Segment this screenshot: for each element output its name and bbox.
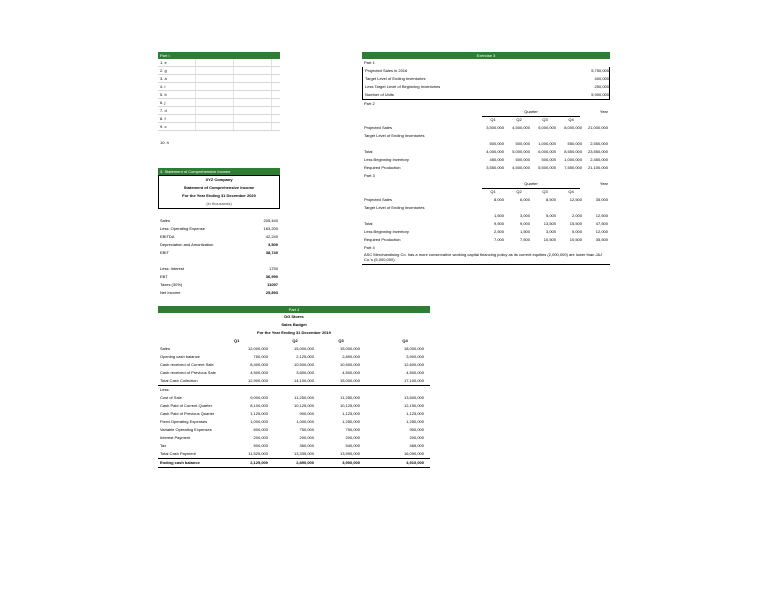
row-label[interactable]: Interest Payment <box>160 435 191 440</box>
quarter-header[interactable]: Q4 <box>568 189 574 194</box>
row-value[interactable]: 7,550,000 <box>564 165 582 170</box>
budget-row[interactable] <box>158 353 430 361</box>
row-label[interactable]: Total <box>364 149 373 154</box>
budget-ending-cash[interactable] <box>158 459 430 468</box>
part1-answer-text[interactable]: 6. j <box>160 100 166 105</box>
exercise-row[interactable] <box>362 164 610 172</box>
row-label[interactable]: Net Income <box>160 290 181 295</box>
income-row[interactable] <box>158 273 280 281</box>
budget-period: For the Year Ending 31 December 2019 <box>257 330 331 335</box>
row-label[interactable]: Projected Sales in 2016 <box>365 68 408 73</box>
row-value[interactable]: 5,000,000 <box>512 149 530 154</box>
row-value[interactable]: 13,990,000 <box>339 451 360 456</box>
row-value[interactable]: 1,125,000 <box>406 411 424 416</box>
row-value[interactable]: 900,000 <box>409 427 424 432</box>
row-value[interactable]: 200,000 <box>345 435 360 440</box>
row-value[interactable]: 3,900,000 <box>406 354 424 359</box>
row-value[interactable]: 2,450,000 <box>590 157 608 162</box>
budget-company: DG Stores <box>284 314 304 319</box>
quarter-header[interactable]: Q1 <box>490 189 496 194</box>
row-value[interactable]: 42,240 <box>265 234 278 239</box>
budget-row[interactable] <box>158 394 430 402</box>
income-row[interactable] <box>158 249 280 257</box>
row-value[interactable]: 500,000 <box>253 443 268 448</box>
part1-block <box>158 52 280 147</box>
row-value[interactable]: 750,000 <box>345 427 360 432</box>
budget-row[interactable] <box>158 442 430 450</box>
exercise-row[interactable] <box>362 220 610 228</box>
row-label[interactable]: Total <box>364 221 373 226</box>
row-label[interactable]: Sales <box>160 218 171 223</box>
row-value[interactable]: 4,500,000 <box>512 125 530 130</box>
row-label[interactable]: Target Level of Ending Inventories <box>365 76 426 81</box>
part1-answer[interactable] <box>158 99 280 107</box>
part1-answer[interactable] <box>158 59 280 67</box>
exercise-part1-row[interactable] <box>363 83 609 91</box>
row-label[interactable]: Target Level of Ending Inventories <box>364 133 425 138</box>
row-value[interactable]: 1750 <box>269 266 278 271</box>
budget-less-label: Less: <box>160 387 170 392</box>
row-label[interactable]: Cash received of Current Sale <box>160 362 214 367</box>
budget-title: Sales Budget <box>281 322 307 327</box>
exercise3-header: Exercise 3 <box>362 52 610 59</box>
row-value[interactable]: 250,000 <box>594 84 609 89</box>
row-value[interactable]: 8,500 <box>545 197 556 202</box>
part2-quarter-header: Quarter Year <box>362 108 610 116</box>
row-value[interactable]: 5,500,000 <box>538 165 556 170</box>
row-value[interactable]: 4,500,000 <box>406 370 424 375</box>
row-value[interactable]: 163,200 <box>263 226 278 231</box>
row-value[interactable]: 23,550,000 <box>587 149 608 154</box>
row-value[interactable]: 205,440 <box>263 218 278 223</box>
row-value[interactable]: 10,500 <box>569 237 582 242</box>
part1-answer-text[interactable]: 2. g <box>160 68 167 73</box>
row-value[interactable]: 1,125,000 <box>250 411 268 416</box>
row-value[interactable]: 5,000 <box>545 213 556 218</box>
part3-quarter-header: Quarter Year <box>362 180 610 188</box>
row-value[interactable]: 200,000 <box>409 435 424 440</box>
part1-answer[interactable] <box>158 67 280 75</box>
row-value[interactable]: 47,500 <box>595 221 608 226</box>
row-value[interactable]: 750,000 <box>299 427 314 432</box>
row-value[interactable]: 7,000 <box>493 237 504 242</box>
row-label[interactable]: Less: Interest <box>160 266 185 271</box>
row-value[interactable]: 4,500,000 <box>512 165 530 170</box>
row-label[interactable]: Sales <box>160 346 171 351</box>
row-value[interactable]: 13,335,000 <box>293 451 314 456</box>
exercise-row[interactable] <box>362 156 610 164</box>
row-value[interactable]: 10,500,000 <box>339 362 360 367</box>
row-label[interactable]: Cash Paid of Current Quarter <box>160 403 213 408</box>
row-label[interactable]: Opening cash balance <box>160 354 200 359</box>
part1-answer[interactable] <box>158 91 280 99</box>
row-label[interactable]: Projected Sales <box>364 197 393 202</box>
part1-answer-text[interactable]: 5. b <box>160 92 167 97</box>
row-value[interactable]: 1,000,000 <box>250 419 268 424</box>
income-row[interactable] <box>158 289 280 297</box>
row-value[interactable]: 16,090,000 <box>403 451 424 456</box>
row-value[interactable]: 36,990 <box>265 274 278 279</box>
row-label[interactable]: Target Level of Ending Inventories <box>364 205 425 210</box>
budget-ending-row <box>158 459 430 468</box>
sales-budget-block <box>158 306 430 468</box>
income-row[interactable] <box>158 281 280 289</box>
exercise-row[interactable] <box>362 204 610 220</box>
exercise-part1-rows <box>362 67 610 100</box>
row-value[interactable]: 5,000 <box>571 229 582 234</box>
row-value[interactable]: 1,125,000 <box>342 411 360 416</box>
row-value[interactable]: 13,500,000 <box>403 395 424 400</box>
income-company: XYZ Company <box>205 177 233 182</box>
row-value[interactable]: 6,000,000 <box>538 149 556 154</box>
row-label[interactable]: Less: Operating Expense <box>160 226 205 231</box>
part3-q-headers <box>362 188 610 196</box>
budget-row[interactable] <box>158 377 430 386</box>
row-value[interactable]: 8,550,000 <box>564 149 582 154</box>
part1-answer-list <box>158 59 280 131</box>
budget-row[interactable] <box>158 345 430 353</box>
row-value[interactable]: 200,000 <box>299 435 314 440</box>
row-value[interactable]: 8,400,000 <box>250 362 268 367</box>
row-value[interactable]: 6,000 <box>519 197 530 202</box>
row-value[interactable]: 12,900,000 <box>247 378 268 383</box>
income-rows <box>158 217 280 257</box>
row-label[interactable]: Depreciation and Amortization <box>160 242 214 247</box>
budget-quarter-header[interactable]: Q2 <box>292 338 298 343</box>
exercise-row[interactable] <box>362 148 610 156</box>
row-value[interactable]: 9,000 <box>519 221 530 226</box>
row-value[interactable]: 2,000 <box>571 213 582 218</box>
row-value[interactable]: 13,500 <box>543 221 556 226</box>
row-value[interactable]: 500,000 <box>515 141 530 146</box>
row-value[interactable]: 750,000 <box>253 354 268 359</box>
budget-quarter-header[interactable]: Q1 <box>234 338 240 343</box>
row-value[interactable]: 21,000,000 <box>587 125 608 130</box>
row-label[interactable]: Required Production <box>364 165 401 170</box>
part3-label: Part 3 <box>364 173 375 178</box>
row-value[interactable]: 15,000,000 <box>339 378 360 383</box>
row-value[interactable]: 11097 <box>267 282 278 287</box>
row-value[interactable]: 900,000 <box>299 411 314 416</box>
row-value[interactable]: 450,000 <box>489 157 504 162</box>
row-value[interactable]: 1,500 <box>519 229 530 234</box>
row-value[interactable]: 4,910,000 <box>406 460 424 465</box>
quarter-header[interactable]: Q2 <box>516 117 522 122</box>
quarter-header[interactable]: Q1 <box>490 117 496 122</box>
part1-answer[interactable] <box>158 75 280 83</box>
row-value[interactable]: 500,000 <box>515 157 530 162</box>
row-value[interactable]: 500,000 <box>489 141 504 146</box>
exercise3-block <box>362 52 610 265</box>
row-value[interactable]: 2,550,000 <box>590 141 608 146</box>
row-value[interactable]: 8,100,000 <box>250 403 268 408</box>
row-value[interactable]: 15,000,000 <box>339 346 360 351</box>
row-value[interactable]: 10,125,000 <box>339 403 360 408</box>
row-value[interactable]: 3,000 <box>519 213 530 218</box>
row-value[interactable]: 15,000,000 <box>293 346 314 351</box>
row-value[interactable]: 3,900,000 <box>342 460 360 465</box>
budget-row[interactable] <box>158 369 430 377</box>
income-statement-block <box>158 168 280 297</box>
row-value[interactable]: 2,125,000 <box>296 354 314 359</box>
budget-row[interactable] <box>158 410 430 418</box>
part4-text[interactable]: ASC Merchandising Co. has a more conservative working capital financing policy as its current equities (2,000,000) are lower than J&J Co.'s (5,000,000). <box>362 252 610 265</box>
budget-q-headers <box>158 337 430 345</box>
row-value[interactable]: 7,500 <box>519 237 530 242</box>
exercise-part2-rows <box>362 124 610 172</box>
exercise-part1-row[interactable] <box>363 91 609 100</box>
row-value[interactable]: 25,893 <box>265 290 278 295</box>
row-label[interactable]: Number of Units <box>365 92 394 97</box>
exercise-part1-row[interactable] <box>363 67 609 75</box>
budget-header: Part 4 <box>158 306 430 313</box>
part1-answer[interactable] <box>158 115 280 123</box>
row-value[interactable]: 5,750,000 <box>591 68 609 73</box>
income-header: 3. Statement of Comprehensive Income <box>158 168 280 175</box>
row-value[interactable]: 3,600,000 <box>296 370 314 375</box>
row-value[interactable]: 12,000 <box>595 229 608 234</box>
budget-row[interactable] <box>158 361 430 369</box>
row-value[interactable]: 9,500 <box>493 221 504 226</box>
row-label[interactable]: Fixed Operating Expenses <box>160 419 208 424</box>
part1-header: Part I <box>158 52 280 59</box>
row-value[interactable]: 600,000 <box>253 427 268 432</box>
budget-row[interactable] <box>158 402 430 410</box>
row-value[interactable]: 35,500 <box>595 237 608 242</box>
budget-rows-a <box>158 345 430 386</box>
budget-row[interactable] <box>158 426 430 434</box>
row-value[interactable]: 3,000 <box>545 229 556 234</box>
part1-answer[interactable] <box>158 123 280 131</box>
income-row[interactable] <box>158 233 280 241</box>
row-value[interactable]: 550,000 <box>567 141 582 146</box>
row-value[interactable]: 3,550,000 <box>486 165 504 170</box>
budget-row[interactable] <box>158 418 430 426</box>
row-value[interactable]: 8,000 <box>493 197 504 202</box>
budget-rows-b <box>158 394 430 459</box>
row-value[interactable]: 1,000,000 <box>296 419 314 424</box>
row-label[interactable]: Tax <box>160 443 167 448</box>
row-value[interactable]: 500,000 <box>541 157 556 162</box>
quarter-header[interactable]: Q4 <box>568 117 574 122</box>
row-label[interactable]: Cash received of Previous Sale <box>160 370 216 375</box>
income-row[interactable] <box>158 225 280 233</box>
row-label[interactable]: Required Production <box>364 237 401 242</box>
row-label[interactable]: EBT <box>160 274 168 279</box>
row-value[interactable]: 1,250,000 <box>342 419 360 424</box>
row-value[interactable]: 15,500 <box>569 221 582 226</box>
row-value[interactable]: 11,250,000 <box>340 395 360 400</box>
row-value[interactable]: 1,000,000 <box>564 157 582 162</box>
part1-answer-text[interactable]: 7. d <box>160 108 167 113</box>
quarter-header[interactable]: Q2 <box>516 189 522 194</box>
row-value[interactable]: 1,250,000 <box>406 419 424 424</box>
part1-label: Part 1 <box>364 60 375 65</box>
budget-row[interactable] <box>158 450 430 459</box>
row-label[interactable]: Variable Operating Expenses <box>160 427 212 432</box>
row-value[interactable]: 5,900,000 <box>591 92 609 97</box>
part1-answer-text[interactable]: 9. c <box>160 124 167 129</box>
row-value[interactable]: 2,125,000 <box>250 460 268 465</box>
row-label[interactable]: Less Target Level of Beginning Inventories <box>365 84 441 89</box>
row-value[interactable]: 12,500 <box>595 213 608 218</box>
row-value[interactable]: 10,500,000 <box>293 362 314 367</box>
row-value[interactable]: 12,000,000 <box>247 346 268 351</box>
exercise-row[interactable] <box>362 132 610 148</box>
part2-label: Part 2 <box>364 101 375 106</box>
row-value[interactable]: 18,000,000 <box>403 346 424 351</box>
row-value[interactable]: 14,100,000 <box>293 378 314 383</box>
row-value[interactable]: 200,000 <box>253 435 268 440</box>
row-value[interactable]: 2,500 <box>493 229 504 234</box>
row-value[interactable]: 4,500,000 <box>342 370 360 375</box>
row-label[interactable]: Projected Sales <box>364 125 393 130</box>
row-value[interactable]: 10,500 <box>543 237 556 242</box>
row-value[interactable]: 12,500 <box>569 197 582 202</box>
row-label[interactable]: Less Beginning Inventory <box>364 157 409 162</box>
exercise-row[interactable] <box>362 196 610 204</box>
quarter-header[interactable]: Q3 <box>542 117 548 122</box>
income-row[interactable] <box>158 265 280 273</box>
exercise-row[interactable] <box>362 228 610 236</box>
row-label[interactable]: Total Cash Collection <box>160 378 198 383</box>
row-value[interactable]: 1,000,000 <box>538 141 556 146</box>
exercise-row[interactable] <box>362 124 610 132</box>
row-label[interactable]: EBITDA <box>160 234 175 239</box>
exercise-row[interactable] <box>362 236 610 244</box>
budget-quarter-header[interactable]: Q3 <box>338 338 344 343</box>
row-label[interactable]: Less Beginning Inventory <box>364 229 409 234</box>
row-value[interactable]: 10,125,000 <box>293 403 314 408</box>
row-value[interactable]: 5,000,000 <box>538 125 556 130</box>
part1-answer-text[interactable]: 1. e <box>160 60 167 65</box>
income-unit: (in thousands) <box>206 201 232 206</box>
income-row[interactable] <box>158 217 280 225</box>
row-value[interactable]: 17,100,000 <box>403 378 424 383</box>
part1-answer-text[interactable]: 8. f <box>160 116 166 121</box>
income-title: Statement of Comprehensive Income <box>183 185 255 190</box>
row-value[interactable]: 2,890,000 <box>296 460 314 465</box>
row-value[interactable]: 38,740 <box>265 250 278 255</box>
row-value[interactable]: 2,890,000 <box>342 354 360 359</box>
row-value[interactable]: 540,000 <box>345 443 360 448</box>
row-value[interactable]: 35,000 <box>595 197 608 202</box>
row-value[interactable]: 3,500 <box>267 242 278 247</box>
row-value[interactable]: 12,600,000 <box>403 362 424 367</box>
part1-answer-text[interactable]: 3. a <box>160 76 167 81</box>
income-row[interactable] <box>158 241 280 249</box>
exercise-part3-rows <box>362 196 610 244</box>
row-label[interactable]: Total Cash Payment <box>160 451 196 456</box>
row-value[interactable]: 4,000,000 <box>486 149 504 154</box>
row-value[interactable]: 3,500,000 <box>486 125 504 130</box>
row-value[interactable]: 11,525,000 <box>248 451 268 456</box>
part1-answer-10[interactable]: 10. h <box>160 140 169 145</box>
row-value[interactable]: 1,500 <box>493 213 504 218</box>
row-label[interactable]: Ending cash balance <box>160 460 200 465</box>
part1-answer[interactable] <box>158 83 280 91</box>
budget-quarter-header[interactable]: Q4 <box>402 338 408 343</box>
row-value[interactable]: 12,150,000 <box>403 403 424 408</box>
part1-answer[interactable] <box>158 107 280 115</box>
row-label[interactable]: EBIT <box>160 250 169 255</box>
row-label[interactable]: Cost of Sale <box>160 395 182 400</box>
budget-row[interactable] <box>158 434 430 442</box>
quarter-header[interactable]: Q3 <box>542 189 548 194</box>
row-value[interactable]: 11,250,000 <box>294 395 314 400</box>
row-value[interactable]: 8,000,000 <box>564 125 582 130</box>
income-period: For the Year Ending 31 December 2020 <box>182 193 256 198</box>
part4-label: Part 4 <box>364 245 375 250</box>
row-label[interactable]: Cash Paid of Previous Quarter <box>160 411 215 416</box>
row-label[interactable]: Taxes (30%) <box>160 282 183 287</box>
row-value[interactable]: 9,000,000 <box>250 395 268 400</box>
income-title-box <box>158 175 280 209</box>
row-value[interactable]: 4,500,000 <box>250 370 268 375</box>
income-rows-2 <box>158 265 280 297</box>
row-value[interactable]: 360,000 <box>299 443 314 448</box>
part1-answer-text[interactable]: 4. i <box>160 84 166 89</box>
row-value[interactable]: 465,000 <box>409 443 424 448</box>
row-value[interactable]: 400,000 <box>594 76 609 81</box>
exercise-part1-row[interactable] <box>363 75 609 83</box>
part2-q-headers <box>362 116 610 124</box>
row-value[interactable]: 21,100,000 <box>587 165 608 170</box>
